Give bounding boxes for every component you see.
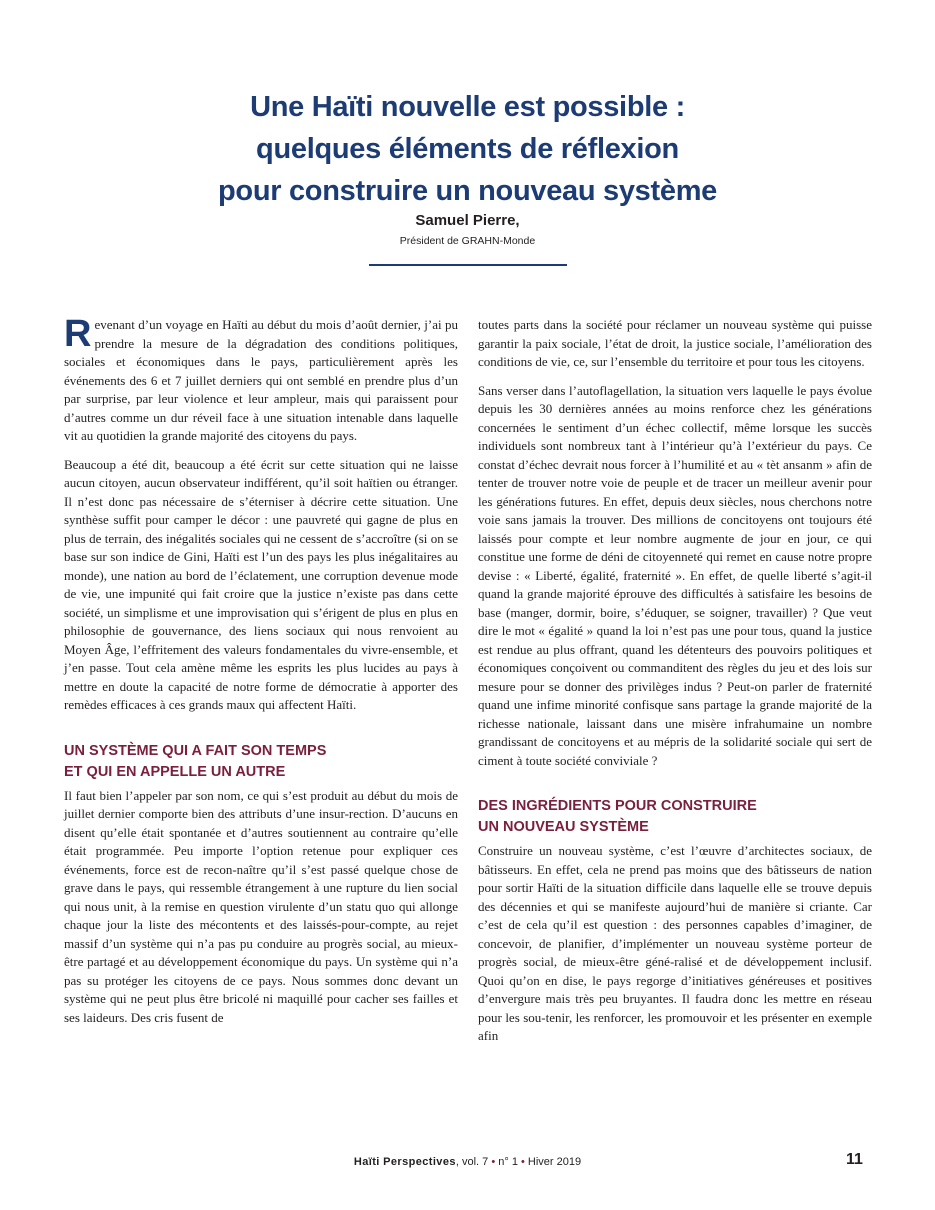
intro-text: evenant d’un voyage en Haïti au début du mois d’août dernier, j’ai pu prendre la mesure de la dégradation des conditions politiques, sociales et économiques dans le pays, particulièrement après les événements des 6 et 7 juillet derniers qui ont semblé en prendre plus d’un par surprise, par leur violence et leur ampleur, mais qui paraissent pour d’autres comme un dur réveil face à une situation intenable dans laquelle vit au quotidien la grande majorité des citoyens du pays. <box>64 317 458 443</box>
right-column <box>478 316 872 1056</box>
title-line-3: pour construire un nouveau système <box>217 175 718 207</box>
paragraph-context: Beaucoup a été dit, beaucoup a été écrit sur cette situation qui ne laisse aucun citoyen, aucun observateur indifférent, qu’il soit haïtien ou étranger. Il n’est donc pas nécessaire de s’éterniser à décrire cette situation. Une synthèse suffit pour camper le décor : une pauvreté qui gagne de plus en plus de terrain, des inégalités sociales qui ne cessent de s’accroître (si on se base sur son indice de Gini, Haïti est l’un des pays les plus inégalitaires au monde), une nation au bord de l’éclatement, une corruption devenue mode de vie, une impunité qui fait croire que la justice n’existe pas dans cette société, un simplisme et une improvisation qui s’érigent de plus en plus en philosophie de gouvernance, des liens sociaux qui nous renvoient au Moyen Âge, l’effritement des valeurs fondamentales du vivre-ensemble, et j’en passe. Tout cela amène même les esprits les plus lucides au pays à mettre en doute la capacité de notre forme de démocratie à apporter des remèdes efficaces à ces grands maux qui affectent Haïti. <box>64 456 458 712</box>
section-heading-ingredients <box>478 796 872 838</box>
heading-line-1: DES INGRÉDIENTS POUR CONSTRUIRE <box>478 798 757 814</box>
footer-bullet: • <box>491 1156 496 1168</box>
paragraph-builders: Construire un nouveau système, c’est l’œuvre d’architectes sociaux, de bâtisseurs. En effet, cela ne prend pas moins que des bâtisseurs de nation pour sortir Haïti de la situation difficile dans laquelle elle se trouve depuis des décennies et qui se manifeste aujourd’hui de manière si criante. Car c’est de cela qu’il est question : des personnes capables d’imaginer, de concevoir, de planifier, d’implémenter un nouveau système porteur de progrès social, de mieux-être géné-ralisé et de développement inclusif. Quoi qu’on en dise, le pays regorge d’initiatives généreuses et positives d’envergure mais très peu bruyantes. Il faudra donc les mettre en réseau pour les sou-tenir, les renforcer, les promouvoir et les présenter en exemple afin <box>478 843 872 1043</box>
author-affiliation: Président de GRAHN-Monde <box>399 235 536 247</box>
footer-bullet: • <box>521 1156 525 1168</box>
paragraph-continuation: toutes parts dans la société pour réclamer un nouveau système qui puisse garantir la paix sociale, l’état de droit, la justice sociale, l’amélioration des conditions de vie, ce, sur l’ensemble du territoire et pour tous les citoyens. <box>478 317 872 369</box>
journal-volume: , vol. 7 <box>455 1156 492 1168</box>
title-divider <box>369 264 567 266</box>
journal-issue: n° 1 <box>495 1156 521 1168</box>
journal-name: Haïti Perspectives <box>353 1156 456 1168</box>
page-number: 11 <box>846 1151 863 1168</box>
title-line-2: quelques éléments de réflexion <box>256 133 679 165</box>
intro-paragraph <box>64 313 458 446</box>
paragraph-insurrection: Il faut bien l’appeler par son nom, ce qui s’est produit au début du mois de juillet dernier comporte bien des attributs d’une insur-rection. D’aucuns en disent qu’elle était spontanée et d’autres soutiennent au contraire qu’elle était programmée. Peu importe l’option retenue pour expliquer ces événements, force est de recon-naître qu’il s’est passé quelque chose de grave dans le pays, qui ressemble étrangement à une rupture du lien social qui nous unit, à la remise en question virulente d’un statu quo qui allonge chaque jour la liste des mécontents et des laissés-pour-compte, au rejet massif d’un système qui n’a pas pu conduire au progrès social, au mieux-être partagé et au développement économique du pays. Un système qui n’a pas su protéger les citoyens de ce pays. Nous sommes donc devant un système qui ne peut plus être bricolé ni maquillé pour cacher ses failles et ses laideurs. Des cris fusent de <box>64 787 458 1025</box>
paragraph-collective-failure: Sans verser dans l’autoflagellation, la situation vers laquelle le pays évolue depuis les 30 dernières années au moins renforce chez les générations concernées le sentiment d’un échec collectif, même lorsque les succès individuels sont nombreux tant à l’intérieur qu’à l’extérieur du pays. Ce constat d’échec devrait nous forcer à l’humilité et au « tèt ansanm » afin de tenter de trouver notre voie de peuple et de tracer un meilleur avenir pour les générations futures. En effet, depuis deux siècles, nous cherchons notre voie sans jamais la trouver. Des millions de concitoyens ont toujours été laissés pour compte et leur nombre augmente de jour en jour, ce qui constitue une forme de déni de citoyenneté qui remet en cause notre propre devise : « Liberté, égalité, fraternité ». En effet, de quelle liberté s’agit-il quand la grande majorité éprouve des difficultés à satisfaire les besoins de base (manger, dormir, boire, s’éduquer, se soigner, travailler) ? Que veut dire le mot « égalité » quand la loi n’est pas une pour tous, quand la justice est rendue au plus offrant, quand les détenteurs des pouvoirs politiques et économiques conçoivent ou commanditent des règles du jeu et des lois sur mesure pour se donner des privilèges indus ? Peut-on parler de fraternité quand une infime minorité confisque sans partage la grande majorité de la richesse nationale, laissant dans une misère infrahumaine un nombre grandissant de concitoyens et au mépris de la solidarité sociale qui sert de ciment à toute société conviviale ? <box>478 382 872 768</box>
title-line-1: Une Haïti nouvelle est possible : <box>250 91 685 123</box>
drop-cap: R <box>64 313 92 355</box>
heading-line-2: ET QUI EN APPELLE UN AUTRE <box>64 763 286 780</box>
heading-line-2: UN NOUVEAU SYSTÈME <box>478 819 649 835</box>
heading-line-1: UN SYSTÈME QUI A FAIT SON TEMPS <box>64 742 327 759</box>
section-heading-system <box>64 741 458 783</box>
page-footer <box>0 1156 935 1168</box>
author-name: Samuel Pierre, <box>415 212 520 229</box>
left-column <box>64 313 458 1037</box>
journal-season: Hiver 2019 <box>524 1156 582 1168</box>
article-title <box>0 86 935 212</box>
